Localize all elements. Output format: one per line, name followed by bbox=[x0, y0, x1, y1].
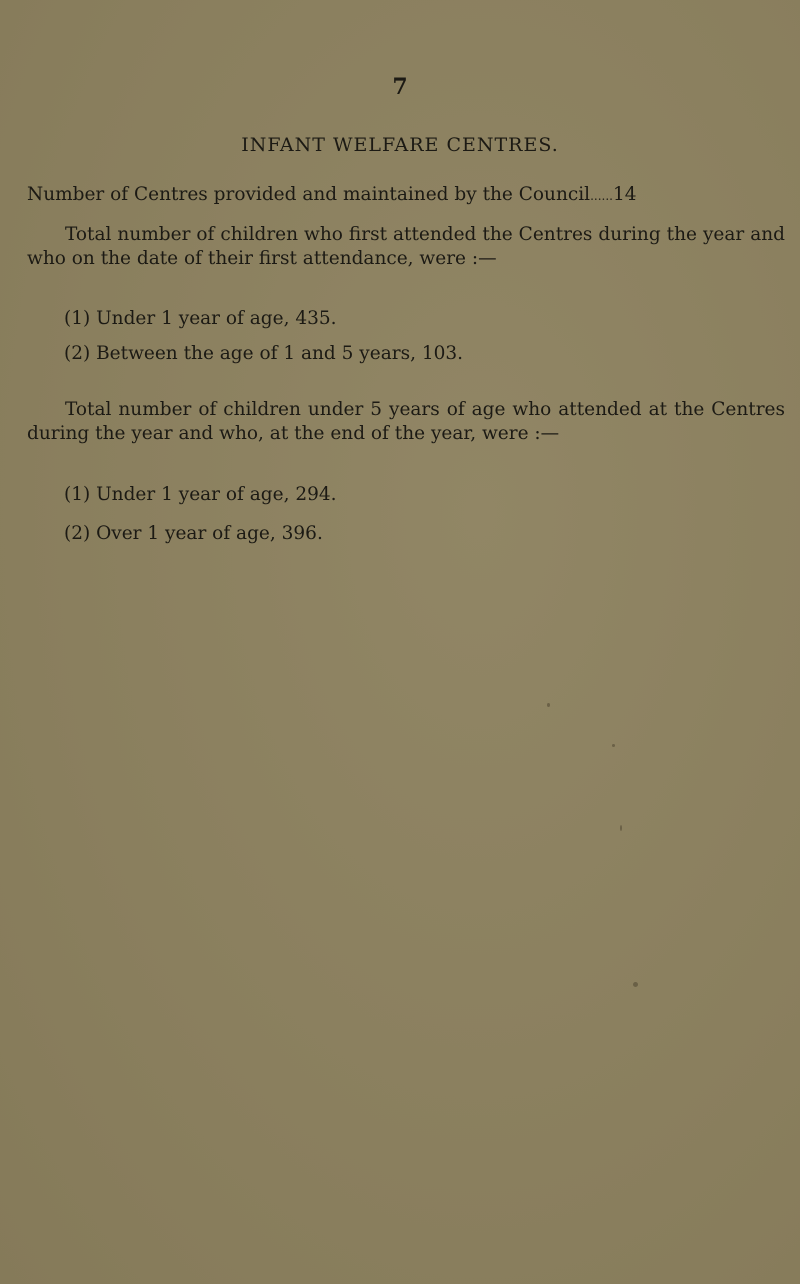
centres-count-label: Number of Centres provided and maintained by the Council bbox=[27, 184, 591, 205]
centres-count-value: 14 bbox=[612, 184, 637, 205]
centres-count-leader: ...... bbox=[590, 189, 613, 203]
paper-speck bbox=[547, 703, 550, 707]
year-end-item-1: (1) Under 1 year of age, 294. bbox=[64, 484, 337, 505]
paper-speck bbox=[620, 825, 622, 831]
paper-speck bbox=[633, 982, 638, 987]
page-number: 7 bbox=[392, 74, 408, 100]
paper-speck bbox=[612, 744, 615, 747]
first-attendance-item-2: (2) Between the age of 1 and 5 years, 103. bbox=[64, 343, 464, 364]
centres-count-line bbox=[27, 183, 637, 208]
year-end-item-2: (2) Over 1 year of age, 396. bbox=[64, 523, 323, 544]
page-title: INFANT WELFARE CENTRES. bbox=[241, 134, 559, 156]
first-attendance-item-1: (1) Under 1 year of age, 435. bbox=[64, 308, 337, 329]
year-end-paragraph: Total number of children under 5 years of age who attended at the Centres during the year and who, at the end of the year, were :— bbox=[27, 399, 785, 444]
first-attendance-paragraph: Total number of children who first attended the Centres during the year and who on the date of their first attendance, were :— bbox=[27, 224, 785, 269]
